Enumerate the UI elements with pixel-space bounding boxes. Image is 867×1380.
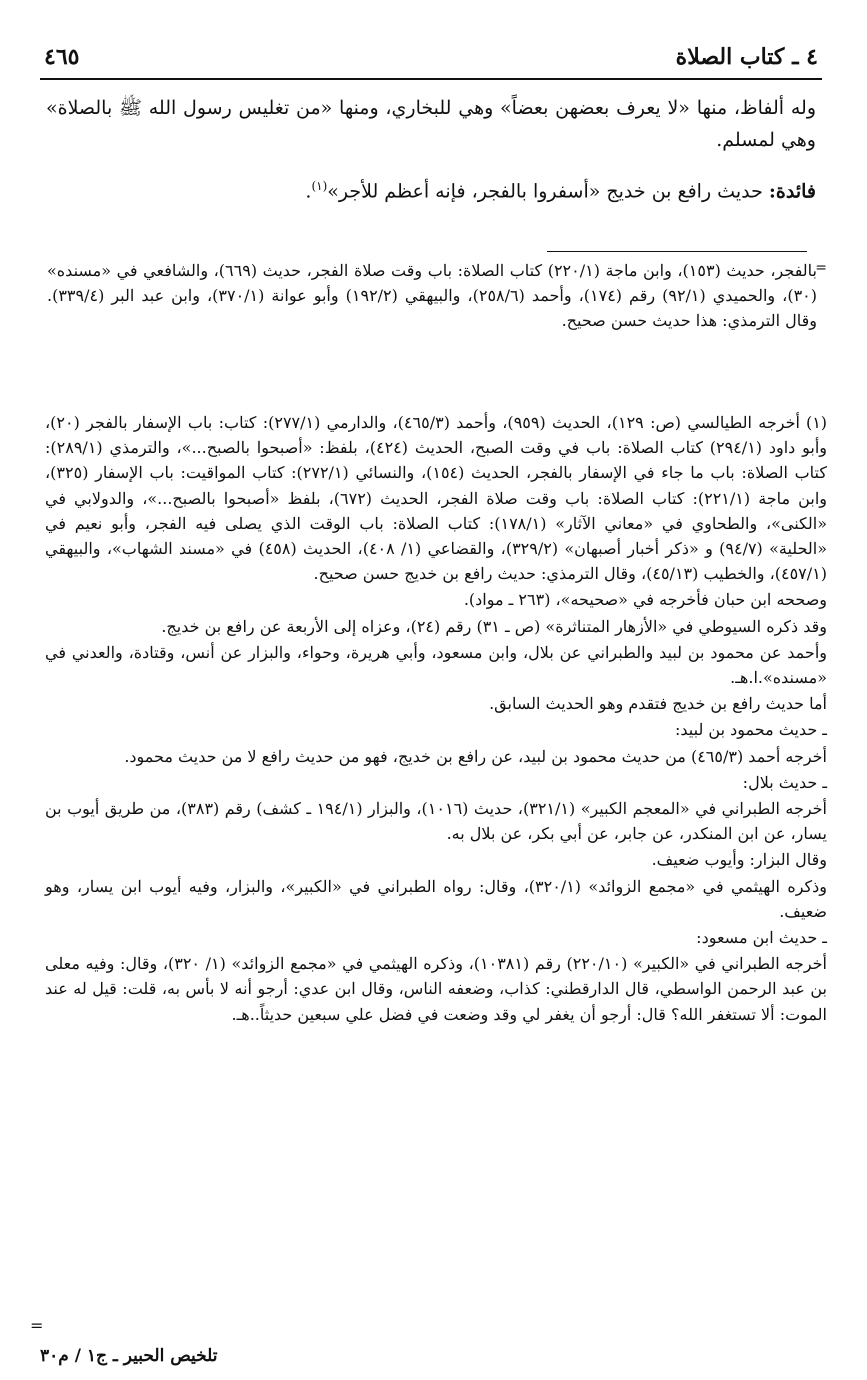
page-footer: تلخيص الحبير ـ ج١ / م٣٠	[40, 1346, 218, 1366]
footnote-paragraph: وأحمد عن محمود بن لبيد والطبراني عن بلال، وابن مسعود، وأبي هريرة، وحواء، والبزار عن أنس، وقتادة، والعدني في «مسنده».ا.هـ.	[45, 642, 827, 688]
footnote-paragraph: وقد ذكره السيوطي في «الأزهار المتناثرة» (ص ـ ٣١) رقم (٢٤)، وعزاه إلى الأربعة عن رافع بن خديج.	[161, 616, 827, 636]
footnote-paragraph: وقال البزار: وأيوب ضعيف.	[651, 850, 827, 870]
footnote-continuation	[47, 258, 817, 333]
footnote-subheading: ـ حديث بلال:	[742, 772, 827, 792]
continuation-end-mark: =	[30, 1316, 44, 1335]
continuation-mark: =	[815, 260, 827, 276]
page-number: ٤٦٥	[44, 44, 80, 70]
chapter-title: ٤ ـ كتاب الصلاة	[675, 44, 818, 70]
footnote-paragraph: أخرجه الطبراني في «المعجم الكبير» (٣٢١/١)، حديث (١٠١٦)، والبزار (١٩٤/١ ـ كشف) رقم (٣٨٣)، من طريق أيوب بن يسار، عن ابن المنكدر، عن جابر، عن أبي بكر، عن بلال به.	[45, 799, 828, 844]
footnote-text: أخرجه الطيالسي (ص: ١٢٩)، الحديث (٩٥٩)، وأحمد (٤٦٥/٣)، والدارمي (٢٧٧/١): كتاب: باب الإسفار بالفجر (٢٠)، وأبو داود (٢٩٤/١) كتاب الصلاة: باب في وقت الصبح، الحديث (٤٢٤)، بلفظ: «أصبحوا بالصبح...»، والترمذي (٢٨٩/١): كتاب الصلاة: باب ما جاء في الإسفار بالفجر، الحديث (١٥٤)، والنسائي (٢٧٢/١): كتاب المواقيت: باب الإسفار (٣٢٥)، وابن ماجة (٢٢١/١): كتاب الصلاة: باب وقت صلاة الفجر، الحديث (٦٧٢)، بلفظ «أصبحوا بالصبح...»، والدولابي في «الكنى»، والطحاوي في «معاني الآثار» (١٧٨/١): كتاب الصلاة: باب الوقت الذي يصلى فيه الفجر، وأبو نعيم في «الحلية» (٩٤/٧) و «ذكر أخبار أصبهان» (٣٢٩/٢)، والقضاعي (١/ ٤٠٨)، الحديث (٤٥٨) في «مسند الشهاب»، والبيهقي (٤٥٧/١)، والخطيب (٤٥/١٣)، وقال الترمذي: حديث رافع بن خديج حسن صحيح.	[45, 413, 828, 584]
footnote-subheading: ـ حديث ابن مسعود:	[696, 928, 827, 948]
footnote-paragraph: أخرجه أحمد (٤٦٥/٣) من حديث محمود بن لبيد، عن رافع بن خديج، فهو من حديث رافع لا من حديث محمود.	[124, 746, 827, 766]
footnote-paragraph	[45, 410, 827, 586]
footnote-subheading: ـ حديث محمود بن لبيد:	[675, 720, 827, 740]
footnote-reference: (١)	[311, 179, 328, 193]
footnote-number: (١)	[805, 413, 828, 432]
footnote-divider	[547, 251, 807, 252]
footnote-paragraph: وصححه ابن حبان فأخرجه في «صحيحه»، (٢٦٣ ـ مواد).	[463, 590, 827, 610]
footnote-continuation-text: بالفجر، حديث (١٥٣)، وابن ماجة (٢٢٠/١) كتاب الصلاة: باب وقت صلاة الفجر، حديث (٦٦٩)، والشافعي في «مسنده» (٣٠)، والحميدي (٩٢/١) رقم (١٧٤)، وأحمد (٢٥٨/٦)، والبيهقي (١٩٢/٢) وأبو عوانة (٣٧٠/١)، وابن عبد البر (٣٣٩/٤). وقال الترمذي: هذا حديث حسن صحيح.	[47, 261, 818, 330]
main-paragraph: وله ألفاظ، منها «لا يعرف بعضهن بعضاً» وهي للبخاري، ومنها «من تغليس رسول الله ﷺ بالصلاة» وهي لمسلم.	[46, 97, 816, 151]
page-header	[40, 40, 822, 80]
fawaid-label: فائدة:	[768, 180, 816, 203]
footnote-paragraph: وذكره الهيثمي في «مجمع الزوائد» (٣٢٠/١)، وقال: رواه الطبراني في «الكبير»، والبزار، وفيه أيوب ابن يسار، وهو ضعيف.	[45, 876, 827, 921]
fawaid-text: حديث رافع بن خديج «أسفروا بالفجر، فإنه أعظم للأجر»	[327, 180, 763, 203]
footnote-paragraph: أما حديث رافع بن خديج فتقدم وهو الحديث السابق.	[489, 694, 827, 714]
main-text	[46, 92, 816, 207]
footnotes-block	[45, 410, 827, 1028]
footnote-paragraph: أخرجه الطبراني في «الكبير» (٢٢٠/١٠) رقم (١٠٣٨١)، وذكره الهيثمي في «مجمع الزوائد» (١/ ٣٢٠)، وقال: وفيه معلى بن عبد الرحمن الواسطي، قال الدارقطني: كذاب، وضعفه الناس، وقال ابن عدي: أرجو أنه لا بأس به، قلت: قيل له عند الموت: ألا تستغفر الله؟ قال: أرجو أن يغفر لي وقد وضعت في فضل علي سبعين حديثاً..هـ.	[45, 954, 827, 1024]
fawaid-paragraph: فائدة: حديث رافع بن خديج «أسفروا بالفجر، فإنه أعظم للأجر»$^{(١)}$.	[305, 179, 816, 203]
